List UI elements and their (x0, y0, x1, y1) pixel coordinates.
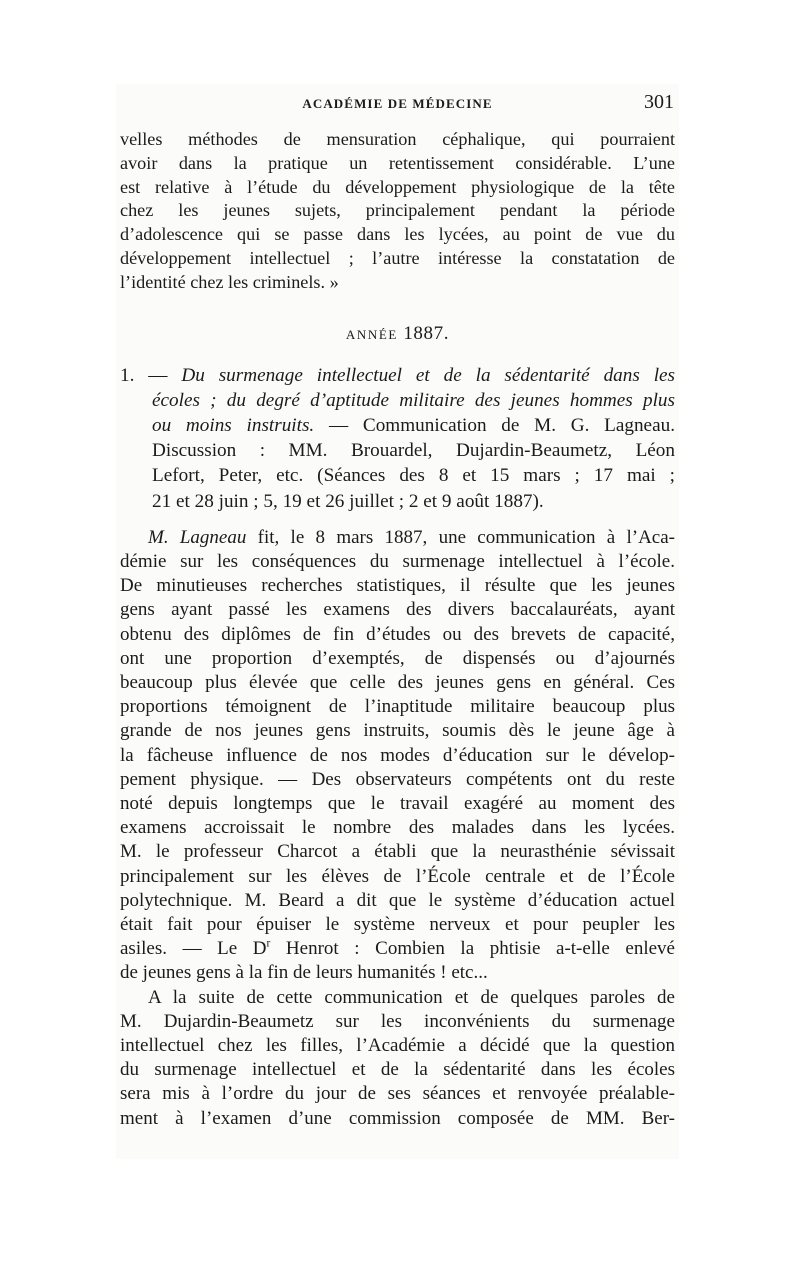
text-line: de jeunes gens à la fin de leurs humanités ! etc... (120, 962, 488, 984)
text-line: ment à l’examen d’une commission composée de MM. Ber- (120, 1107, 675, 1129)
text-span: asiles. — Le D (120, 938, 267, 960)
text-line: velles méthodes de mensuration céphalique, qui pourraient (120, 129, 675, 149)
text-line: d’adolescence qui se passe dans les lycées, au point de vue du (120, 224, 675, 245)
text-span: fit, le 8 mars 1887, une communication à l’Aca- (246, 526, 675, 548)
text-line: grande de nos jeunes gens instruits, soumis dès le jeune âge à (120, 720, 675, 742)
text-line: développement intellectuel ; l’autre intéresse la constatation de (120, 247, 675, 268)
text-line: avoir dans la pratique un retentissement considérable. L’une (120, 152, 675, 173)
superscript: r (266, 937, 271, 950)
page-number: 301 (644, 91, 674, 113)
text-line: A la suite de cette communication et de quelques paroles de (148, 986, 675, 1008)
text-line: chez les jeunes sujets, principalement pendant la période (120, 200, 675, 221)
text-line: beaucoup plus élevée que celle des jeunes gens en général. Ces (120, 672, 675, 694)
section-year: 1887. (403, 322, 450, 344)
entry-number: 1. — (120, 364, 168, 386)
text-line: examens accroissait le nombre des malades dans les lycées. (120, 817, 675, 839)
entry-line: 21 et 28 juin ; 5, 19 et 26 juillet ; 2 et 9 août 1887). (152, 490, 544, 512)
section-label: ANNÉE (345, 326, 398, 342)
text-line: intellectuel chez les filles, l’Académie a décidé que la question (120, 1035, 675, 1057)
text-line: démie sur les conséquences du surmenage intellectuel à l’école. (120, 551, 675, 572)
entry-title: écoles ; du degré d’aptitude militaire des jeunes hommes plus (152, 389, 675, 411)
text-line: principalement sur les élèves de l’École centrale et de l’École (120, 865, 675, 887)
bibliography-entry (120, 363, 675, 514)
text-line (120, 937, 675, 961)
entry-line (120, 363, 675, 388)
running-header (116, 84, 679, 124)
text-line: pement physique. — Des observateurs compétents ont du reste (120, 768, 675, 790)
text-line: la fâcheuse influence de nos modes d’éducation sur le dévelop- (120, 744, 675, 766)
text-line: polytechnique. M. Beard a dit que le système d’éducation actuel (120, 889, 675, 911)
entry-line (120, 388, 675, 413)
text-line: du surmenage intellectuel et de la sédentarité dans les écoles (120, 1059, 675, 1081)
author-name: M. Lagneau (148, 526, 247, 548)
text-line: noté depuis longtemps que le travail exagéré au moment des (120, 793, 675, 815)
running-title: ACADÉMIE DE MÉDECINE (302, 96, 493, 111)
intro-paragraph (120, 128, 675, 295)
text-line: était fait pour épuiser le système nerveux et pour peupler les (120, 914, 675, 936)
text-line: M. Dujardin-Beaumetz sur les inconvénients du surmenage (120, 1010, 675, 1032)
page-content (116, 84, 679, 1159)
entry-line: Lefort, Peter, etc. (Séances des 8 et 15 mars ; 17 mai ; (152, 465, 675, 487)
text-line: est relative à l’étude du développement physiologique de la tête (120, 176, 675, 197)
text-line: obtenu des diplômes de fin d’études ou des brevets de capacité, (120, 623, 675, 645)
text-line (120, 526, 675, 550)
entry-line: Discussion : MM. Brouardel, Dujardin-Beaumetz, Léon (152, 440, 675, 462)
text-line: proportions témoignent de l’inaptitude militaire beaucoup plus (120, 696, 675, 718)
entry-line (120, 413, 675, 438)
text-line: De minutieuses recherches statistiques, il résulte que les jeunes (120, 575, 675, 597)
entry-title: Du surmenage intellectuel et de la sédentarité dans les (181, 364, 675, 386)
entry-communication: — Communication de M. G. Lagneau. (314, 414, 675, 436)
section-heading (116, 323, 679, 345)
text-line: M. le professeur Charcot a établi que la neurasthénie sévissait (120, 841, 675, 863)
text-line: gens ayant passé les examens des divers baccalauréats, ayant (120, 599, 675, 621)
text-span: Henrot : Combien la phtisie a-t-elle enlevé (270, 938, 675, 960)
text-line: sera mis à l’ordre du jour de ses séances et renvoyée préalable- (120, 1083, 675, 1105)
body-text (120, 526, 675, 1131)
text-line: ont une proportion d’exemptés, de dispensés ou d’ajournés (120, 647, 675, 669)
text-line: l’identité chez les criminels. » (120, 271, 339, 292)
entry-title: ou moins instruits. (152, 414, 315, 436)
